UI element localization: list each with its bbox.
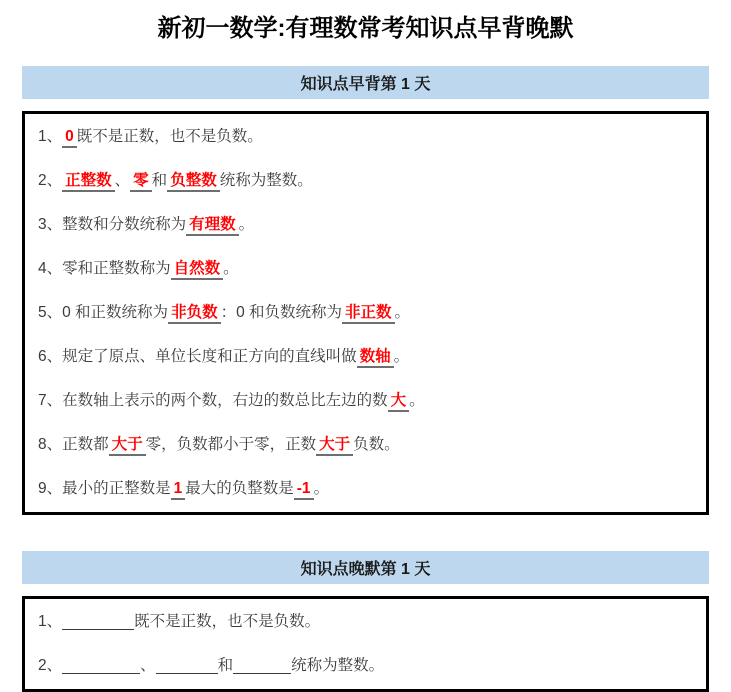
keyword-highlight: 大	[388, 392, 410, 412]
list-item	[38, 247, 700, 291]
quiz-fill-in-list	[38, 600, 700, 688]
document-page	[0, 14, 731, 692]
list-item	[38, 291, 700, 335]
keyword-highlight: 有理数	[186, 216, 239, 236]
keyword-highlight: -1	[294, 480, 314, 500]
item-text: 。	[313, 480, 330, 497]
fill-in-blank	[62, 658, 140, 674]
list-item	[38, 644, 700, 688]
item-text: 6、规定了原点、单位长度和正方向的直线叫做	[38, 348, 357, 365]
item-text: 4、零和正整数称为	[38, 260, 171, 277]
item-text: 5、0 和正数统称为	[38, 304, 169, 321]
section-header-morning-recite: 知识点早背第 1 天	[22, 66, 709, 99]
list-item	[38, 467, 700, 511]
list-item	[38, 335, 700, 379]
list-item	[38, 115, 700, 159]
keyword-highlight: 负整数	[167, 172, 220, 192]
list-item	[38, 423, 700, 467]
item-text: 2、	[38, 657, 63, 674]
item-text: 1、	[38, 613, 63, 630]
item-text: 最大的负整数是	[185, 480, 294, 497]
list-item	[38, 600, 700, 644]
list-item	[38, 379, 700, 423]
item-text: 统称为整数。	[219, 172, 313, 189]
keyword-highlight: 正整数	[62, 172, 115, 192]
keyword-highlight: 大于	[316, 436, 353, 456]
item-text: 1、	[38, 128, 63, 145]
item-text: 。	[394, 304, 411, 321]
item-text: 既不是正数，也不是负数。	[76, 128, 263, 145]
page-title: 新初一数学:有理数常考知识点早背晚默	[157, 15, 574, 42]
item-text: 零，负数都小于零，正数	[145, 436, 317, 453]
fill-in-blank	[156, 658, 218, 674]
fill-in-blank	[62, 614, 134, 630]
keyword-highlight: 0	[62, 128, 77, 148]
item-text: 。	[409, 392, 425, 409]
item-text: 。	[223, 260, 239, 277]
list-item	[38, 203, 700, 247]
section-header-evening-quiz: 知识点晚默第 1 天	[22, 551, 709, 584]
item-text: 8、正数都	[38, 436, 109, 453]
item-text: 负数。	[353, 436, 400, 453]
item-text: 3、整数和分数统称为	[38, 216, 187, 233]
item-text: 。	[238, 216, 255, 233]
item-text: 9、最小的正整数是	[38, 480, 171, 497]
fill-in-blank	[233, 658, 291, 674]
item-text: 、	[114, 172, 131, 189]
keyword-highlight: 零	[130, 172, 152, 192]
item-text: 、	[140, 657, 156, 674]
list-item	[38, 159, 700, 203]
keyword-highlight: 自然数	[171, 260, 224, 280]
keyword-highlight: 大于	[109, 436, 146, 456]
knowledge-points-box	[22, 111, 709, 515]
keyword-highlight: 1	[171, 480, 186, 500]
item-text: 和	[217, 657, 234, 674]
keyword-highlight: 非负数	[168, 304, 221, 324]
item-text: 和	[151, 172, 168, 189]
quiz-fill-in-box	[22, 596, 709, 692]
item-text: 7、在数轴上表示的两个数，右边的数总比左边的数	[38, 392, 388, 409]
item-text: 既不是正数，也不是负数。	[134, 613, 321, 630]
item-text: 2、	[38, 172, 63, 189]
keyword-highlight: 数轴	[357, 348, 394, 368]
item-text: 统称为整数。	[291, 657, 385, 674]
keyword-highlight: 非正数	[342, 304, 395, 324]
item-text: 。	[393, 348, 410, 365]
item-text: ：0 和负数统称为	[220, 304, 343, 321]
knowledge-points-list	[38, 115, 700, 511]
